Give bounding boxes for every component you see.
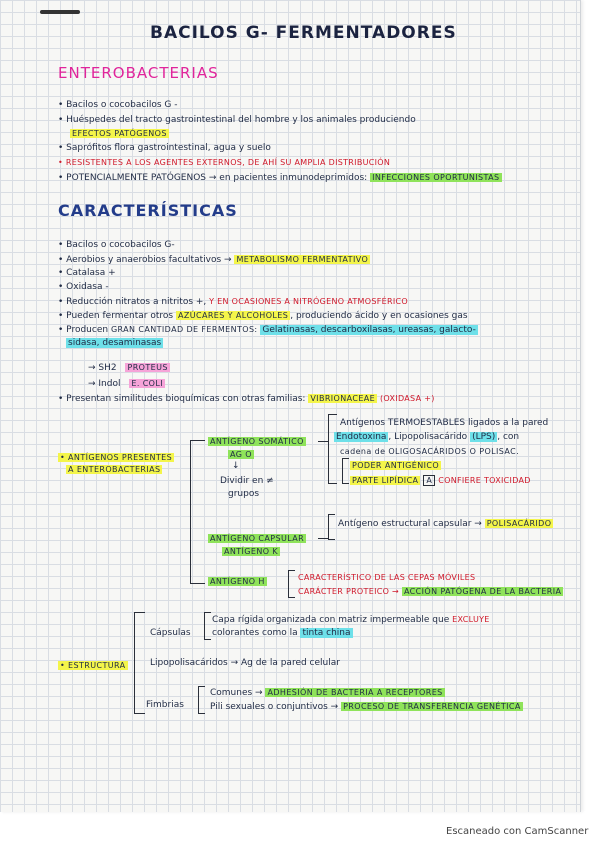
highlight-metabolismo: METABOLISMO FERMENTATIVO xyxy=(236,255,369,264)
text-oxidasa-pos: (OXIDASA +) xyxy=(380,394,435,403)
bullet-c2: • Aerobios y anaerobios facultativos → xyxy=(58,255,232,265)
label-antigenos-1: • ANTÍGENOS PRESENTES xyxy=(60,453,173,462)
bullet-c1: • Bacilos o cocobacilos G- xyxy=(58,240,175,250)
label-antigeno-somatico: ANTÍGENO SOMÁTICO xyxy=(210,437,304,446)
text-caracter-proteico: CARÁCTER PROTEICO → xyxy=(298,587,400,596)
heading-caracteristicas: CARACTERÍSTICAS xyxy=(58,201,238,220)
brace-fimbrias xyxy=(198,686,205,714)
brace-capsulas xyxy=(204,612,211,640)
label-poder-antigenico: PODER ANTIGÉNICO xyxy=(352,461,440,470)
highlight-tinta-china: tinta china xyxy=(302,628,351,638)
brace-somatico xyxy=(328,414,337,484)
connector-capsular xyxy=(318,538,328,539)
bullet-oxidasa: • Oxidasa - xyxy=(58,282,109,292)
label-fimbrias: Fimbrias xyxy=(146,700,184,710)
label-antigeno-h: ANTÍGENO H xyxy=(210,577,265,586)
highlight-accion-patogena: ACCIÓN PATÓGENA DE LA BACTERIA xyxy=(403,587,562,596)
highlight-polisacarido: POLISACÁRIDO xyxy=(486,519,552,528)
highlight-lps: (LPS) xyxy=(472,432,496,442)
bullet-catalasa: • Catalasa + xyxy=(58,268,116,278)
brace-capsular xyxy=(328,514,335,540)
text-lipopolisacaridos: Lipopolisacáridos → Ag de la pared celular xyxy=(150,658,340,668)
bullet-fermentar: • Pueden fermentar otros xyxy=(58,311,174,321)
label-ag-o: AG O xyxy=(230,450,252,459)
text-acido-gas: , produciendo ácido y en ocasiones gas xyxy=(290,311,468,321)
highlight-efectos-patogenos: EFECTOS PATÓGENOS xyxy=(72,129,167,138)
highlight-transferencia: PROCESO DE TRANSFERENCIA GENÉTICA xyxy=(343,702,521,711)
bullet-huespedes: • Huéspedes del tracto gastrointestinal del hombre y los animales produciendo xyxy=(58,115,416,125)
label-capsulas: Cápsulas xyxy=(150,628,191,638)
label-antigenos-2: A ENTEROBACTERIAS xyxy=(68,465,161,474)
text-sh2: → SH2 xyxy=(88,363,117,373)
highlight-azucares: AZÚCARES Y ALCOHOLES xyxy=(177,311,289,320)
brace-antigeno-h xyxy=(288,570,295,598)
scanner-watermark: Escaneado con CamScanner xyxy=(446,826,589,837)
text-colorantes: colorantes como la xyxy=(212,628,298,638)
text-lipopolisacarido: , Lipopolisacárido xyxy=(388,432,468,442)
brace-antigenos xyxy=(190,440,205,584)
text-dividir: Dividir en ≠ xyxy=(220,476,274,486)
text-termoestables: Antígenos TERMOESTABLES ligados a la pared xyxy=(340,418,549,428)
text-con: , con xyxy=(497,432,520,442)
bullet-bacilos: • Bacilos o cocobacilos G - xyxy=(58,100,178,110)
bullet-saprofitos: • Saprófitos flora gastrointestinal, agua y suelo xyxy=(58,143,271,153)
text-antigeno-estructural: Antígeno estructural capsular → xyxy=(338,519,482,529)
label-antigeno-k: ANTÍGENO K xyxy=(224,547,279,556)
highlight-adhesion: ADHESIÓN DE BACTERIA A RECEPTORES xyxy=(267,688,443,697)
highlight-proteus: PROTEUS xyxy=(127,363,168,372)
text-indol: → Indol xyxy=(88,379,121,389)
text-grupos: grupos xyxy=(228,489,260,499)
highlight-enzimas: Gelatinasas, descarboxilasas, ureasas, galacto- xyxy=(262,325,476,335)
bullet-potencialmente: • POTENCIALMENTE PATÓGENOS → en pacientes inmunodeprimidos: xyxy=(58,173,368,183)
heading-enterobacterias: ENTEROBACTERIAS xyxy=(58,64,219,82)
text-cepas-moviles: CARACTERÍSTICO DE LAS CEPAS MÓVILES xyxy=(298,573,476,582)
text-nitrogeno: Y EN OCASIONES A NITRÓGENO ATMOSFÉRICO xyxy=(209,297,408,306)
text-cadena-oligo: cadena de OLIGOSACÁRIDOS O POLISAC. xyxy=(340,447,520,456)
text-excluye: EXCLUYE xyxy=(452,615,490,624)
highlight-ecoli: E. COLI xyxy=(131,379,163,388)
highlight-endotoxina: Endotoxina xyxy=(336,432,387,442)
connector-somatico xyxy=(318,441,328,442)
bullet-similitudes: • Presentan similitudes bioquímicas con otras familias: xyxy=(58,394,306,404)
highlight-vibrionaceae: VIBRIONACEAE xyxy=(310,394,376,403)
text-pili: Pili sexuales o conjuntivos → xyxy=(210,702,339,712)
bullet-producen: • Producen xyxy=(58,325,109,335)
page-mark xyxy=(40,10,80,14)
text-comunes: Comunes → xyxy=(210,688,263,698)
label-lipido-a: A xyxy=(423,475,435,486)
bullet-resistentes: • RESISTENTES A LOS AGENTES EXTERNOS, DE AHÍ SU AMPLIA DISTRIBUCIÓN xyxy=(58,158,391,167)
label-estructura: • ESTRUCTURA xyxy=(60,661,126,670)
bullet-reduccion: • Reducción nitratos a nitritos +, xyxy=(58,297,207,307)
text-capa-rigida: Capa rígida organizada con matriz impermeable que xyxy=(212,615,450,625)
arrow-down-icon: ↓ xyxy=(232,461,240,471)
highlight-infecciones-oportunistas: INFECCIONES OPORTUNISTAS xyxy=(372,173,500,182)
brace-lps-parts xyxy=(342,458,349,484)
text-gran-cantidad: GRAN CANTIDAD DE FERMENTOS: xyxy=(110,325,258,334)
page-title: BACILOS G- FERMENTADORES xyxy=(150,23,457,43)
text-toxicidad: CONFIERE TOXICIDAD xyxy=(438,476,531,485)
highlight-enzimas-2: sidasa, desaminasas xyxy=(68,338,162,348)
label-antigeno-capsular: ANTÍGENO CAPSULAR xyxy=(210,534,305,543)
brace-estructura xyxy=(134,612,145,714)
label-parte-lipidica: PARTE LIPÍDICA xyxy=(352,476,419,485)
